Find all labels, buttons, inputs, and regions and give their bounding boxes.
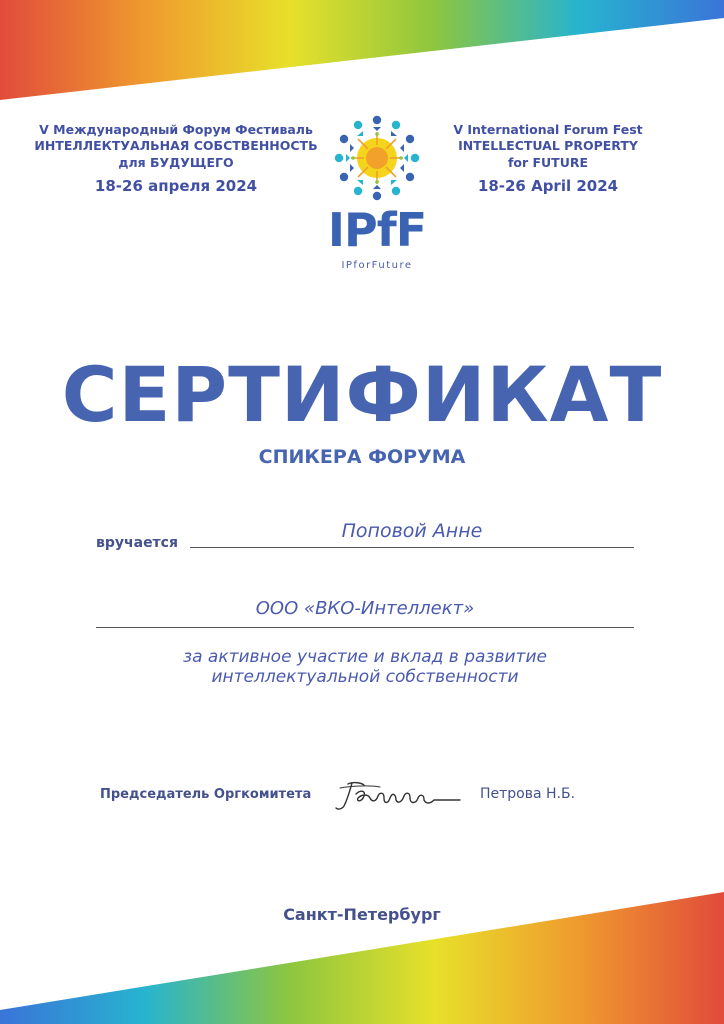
header-en-line2: INTELLECTUAL PROPERTY — [458, 138, 638, 154]
header-russian — [26, 122, 326, 196]
award-reason-line2: интеллектуальной собственности — [211, 667, 519, 688]
recipient-underline — [190, 547, 634, 548]
logo-wordmark: IPfF — [327, 203, 427, 257]
organization-name: ООО «ВКО-Интеллект» — [255, 598, 475, 619]
certificate-subtitle: СПИКЕРА ФОРУМА — [258, 446, 466, 468]
chairman-name: Петрова Н.Б. — [480, 786, 576, 802]
header-ru-dates: 18-26 апреля 2024 — [94, 176, 258, 195]
award-reason — [96, 647, 634, 688]
header-ru-line1: V Международный Форум Фестиваль — [39, 122, 313, 137]
chairman-label: Председатель Оргкомитета — [100, 787, 312, 802]
header-en-line3: for FUTURE — [507, 154, 589, 170]
header-english — [398, 122, 698, 196]
award-reason-line1: за активное участие и вклад в развитие — [183, 647, 547, 667]
certificate-title: СЕРТИФИКАТ — [61, 350, 663, 439]
logo-subtext: IPforFuture — [341, 260, 413, 271]
presented-label: вручается — [96, 535, 178, 551]
header-en-dates: 18-26 April 2024 — [477, 176, 619, 195]
city-name: Санкт-Петербург — [283, 905, 441, 924]
header-en-line1: V International Forum Fest — [453, 122, 643, 137]
recipient-name: Поповой Анне — [341, 520, 483, 542]
header-ru-line3: для БУДУЩЕГО — [118, 154, 234, 170]
header-ru-line2: ИНТЕЛЛЕКТУАЛЬНАЯ СОБСТВЕННОСТЬ — [34, 138, 318, 154]
handwritten-signature — [330, 776, 465, 814]
organization-underline — [96, 627, 634, 628]
